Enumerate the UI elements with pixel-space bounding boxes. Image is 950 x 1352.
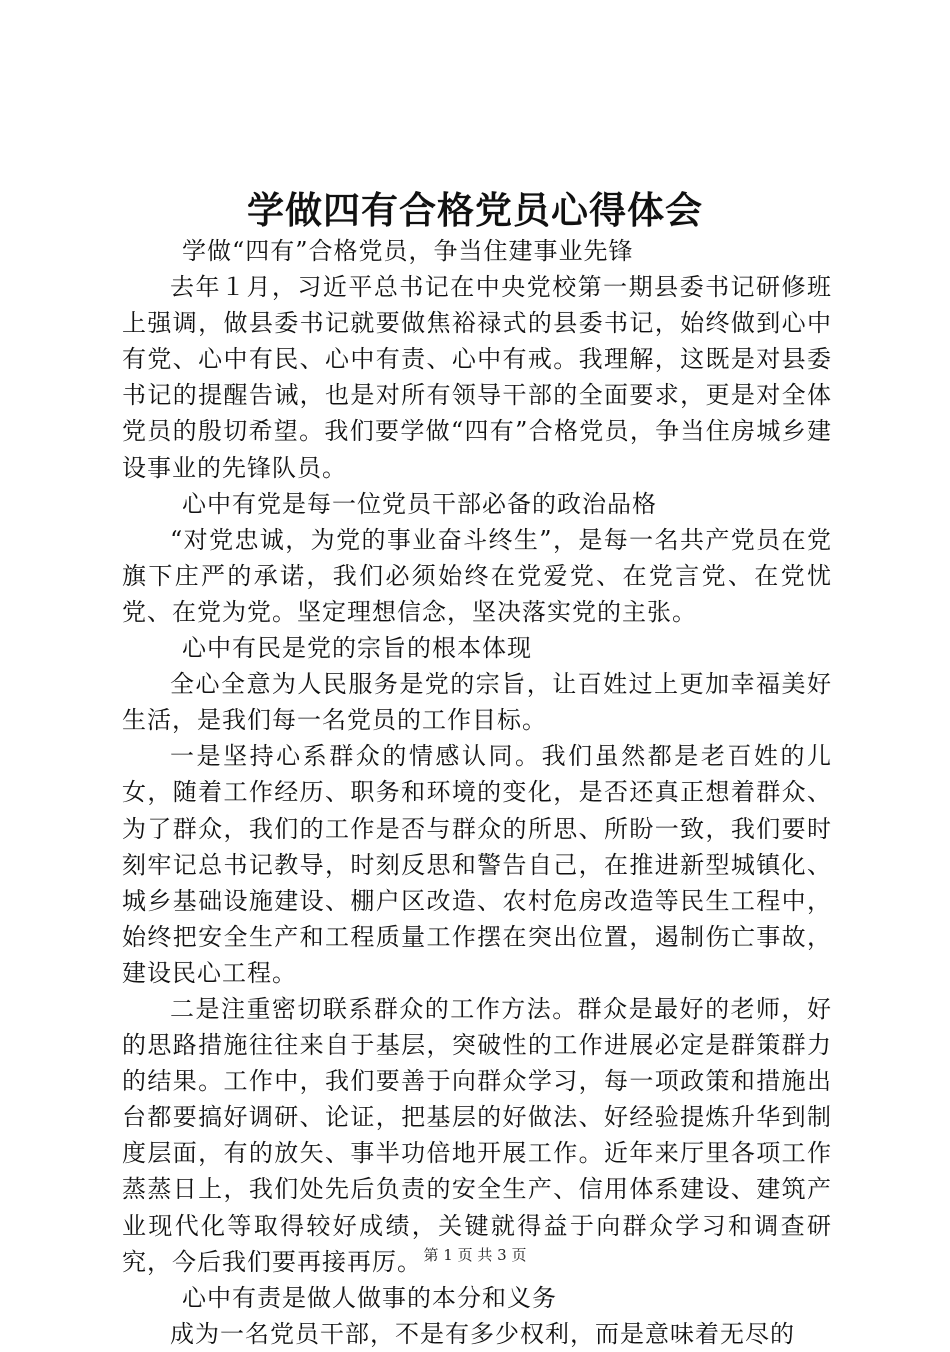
paragraph: 一是坚持心系群众的情感认同。我们虽然都是老百姓的儿女，随着工作经历、职务和环境的变化，是否还真正想着群众、为了群众，我们的工作是否与群众的所思、所盼一致，我们要时刻牢记总书记教导，时刻反思和警告自己，在推进新型城镇化、城乡基础设施建设、棚户区改造、农村危房改造等民生工程中，始终把安全生产和工程质量工作摆在突出位置，遏制伤亡事故，建设民心工程。: [122, 742, 832, 987]
paragraph-subhead: 心中有责是做人做事的本分和义务: [182, 1283, 557, 1312]
page-number: 第 1 页 共 3 页: [423, 1246, 527, 1264]
document-title: 学做四有合格党员心得体会: [247, 188, 703, 232]
paragraph: 二是注重密切联系群众的工作方法。群众是最好的老师，好的思路措施往往来自于基层，突破性的工作进展必定是群策群力的结果。工作中，我们要善于向群众学习，每一项政策和措施出台都要搞好调研、论证，把基层的好做法、好经验提炼升华到制度层面，有的放矢、事半功倍地开展工作。近年来厅里各项工作蒸蒸日上，我们处先后负责的安全生产、信用体系建设、建筑产业现代化等取得较好成绩，关键就得益于向群众学习和调查研究，今后我们要再接再厉。: [122, 994, 832, 1276]
document-body: [122, 233, 832, 1352]
paragraph: “对党忠诚，为党的事业奋斗终生”，是每一名共产党员在党旗下庄严的承诺，我们必须始终在党爱党、在党言党、在党忧党、在党为党。坚定理想信念，坚决落实党的主张。: [122, 525, 832, 626]
paragraph: 全心全意为人民服务是党的宗旨，让百姓过上更加幸福美好生活，是我们每一名党员的工作目标。: [122, 670, 832, 735]
paragraph-subhead: 心中有民是党的宗旨的根本体现: [182, 634, 532, 663]
paragraph-subhead: 学做“四有”合格党员，争当住建事业先锋: [182, 237, 634, 265]
paragraph: 去年１月，习近平总书记在中央党校第一期县委书记研修班上强调，做县委书记就要做焦裕禄式的县委书记，始终做到心中有党、心中有民、心中有责、心中有戒。我理解，这既是对县委书记的提醒告诫，也是对所有领导干部的全面要求，更是对全体党员的殷切希望。我们要学做“四有”合格党员，争当住房城乡建设事业的先锋队员。: [122, 273, 832, 482]
paragraph: 成为一名党员干部，不是有多少权利，而是意味着无尽的: [170, 1319, 795, 1348]
paragraph-subhead: 心中有党是每一位党员干部必备的政治品格: [182, 489, 657, 518]
